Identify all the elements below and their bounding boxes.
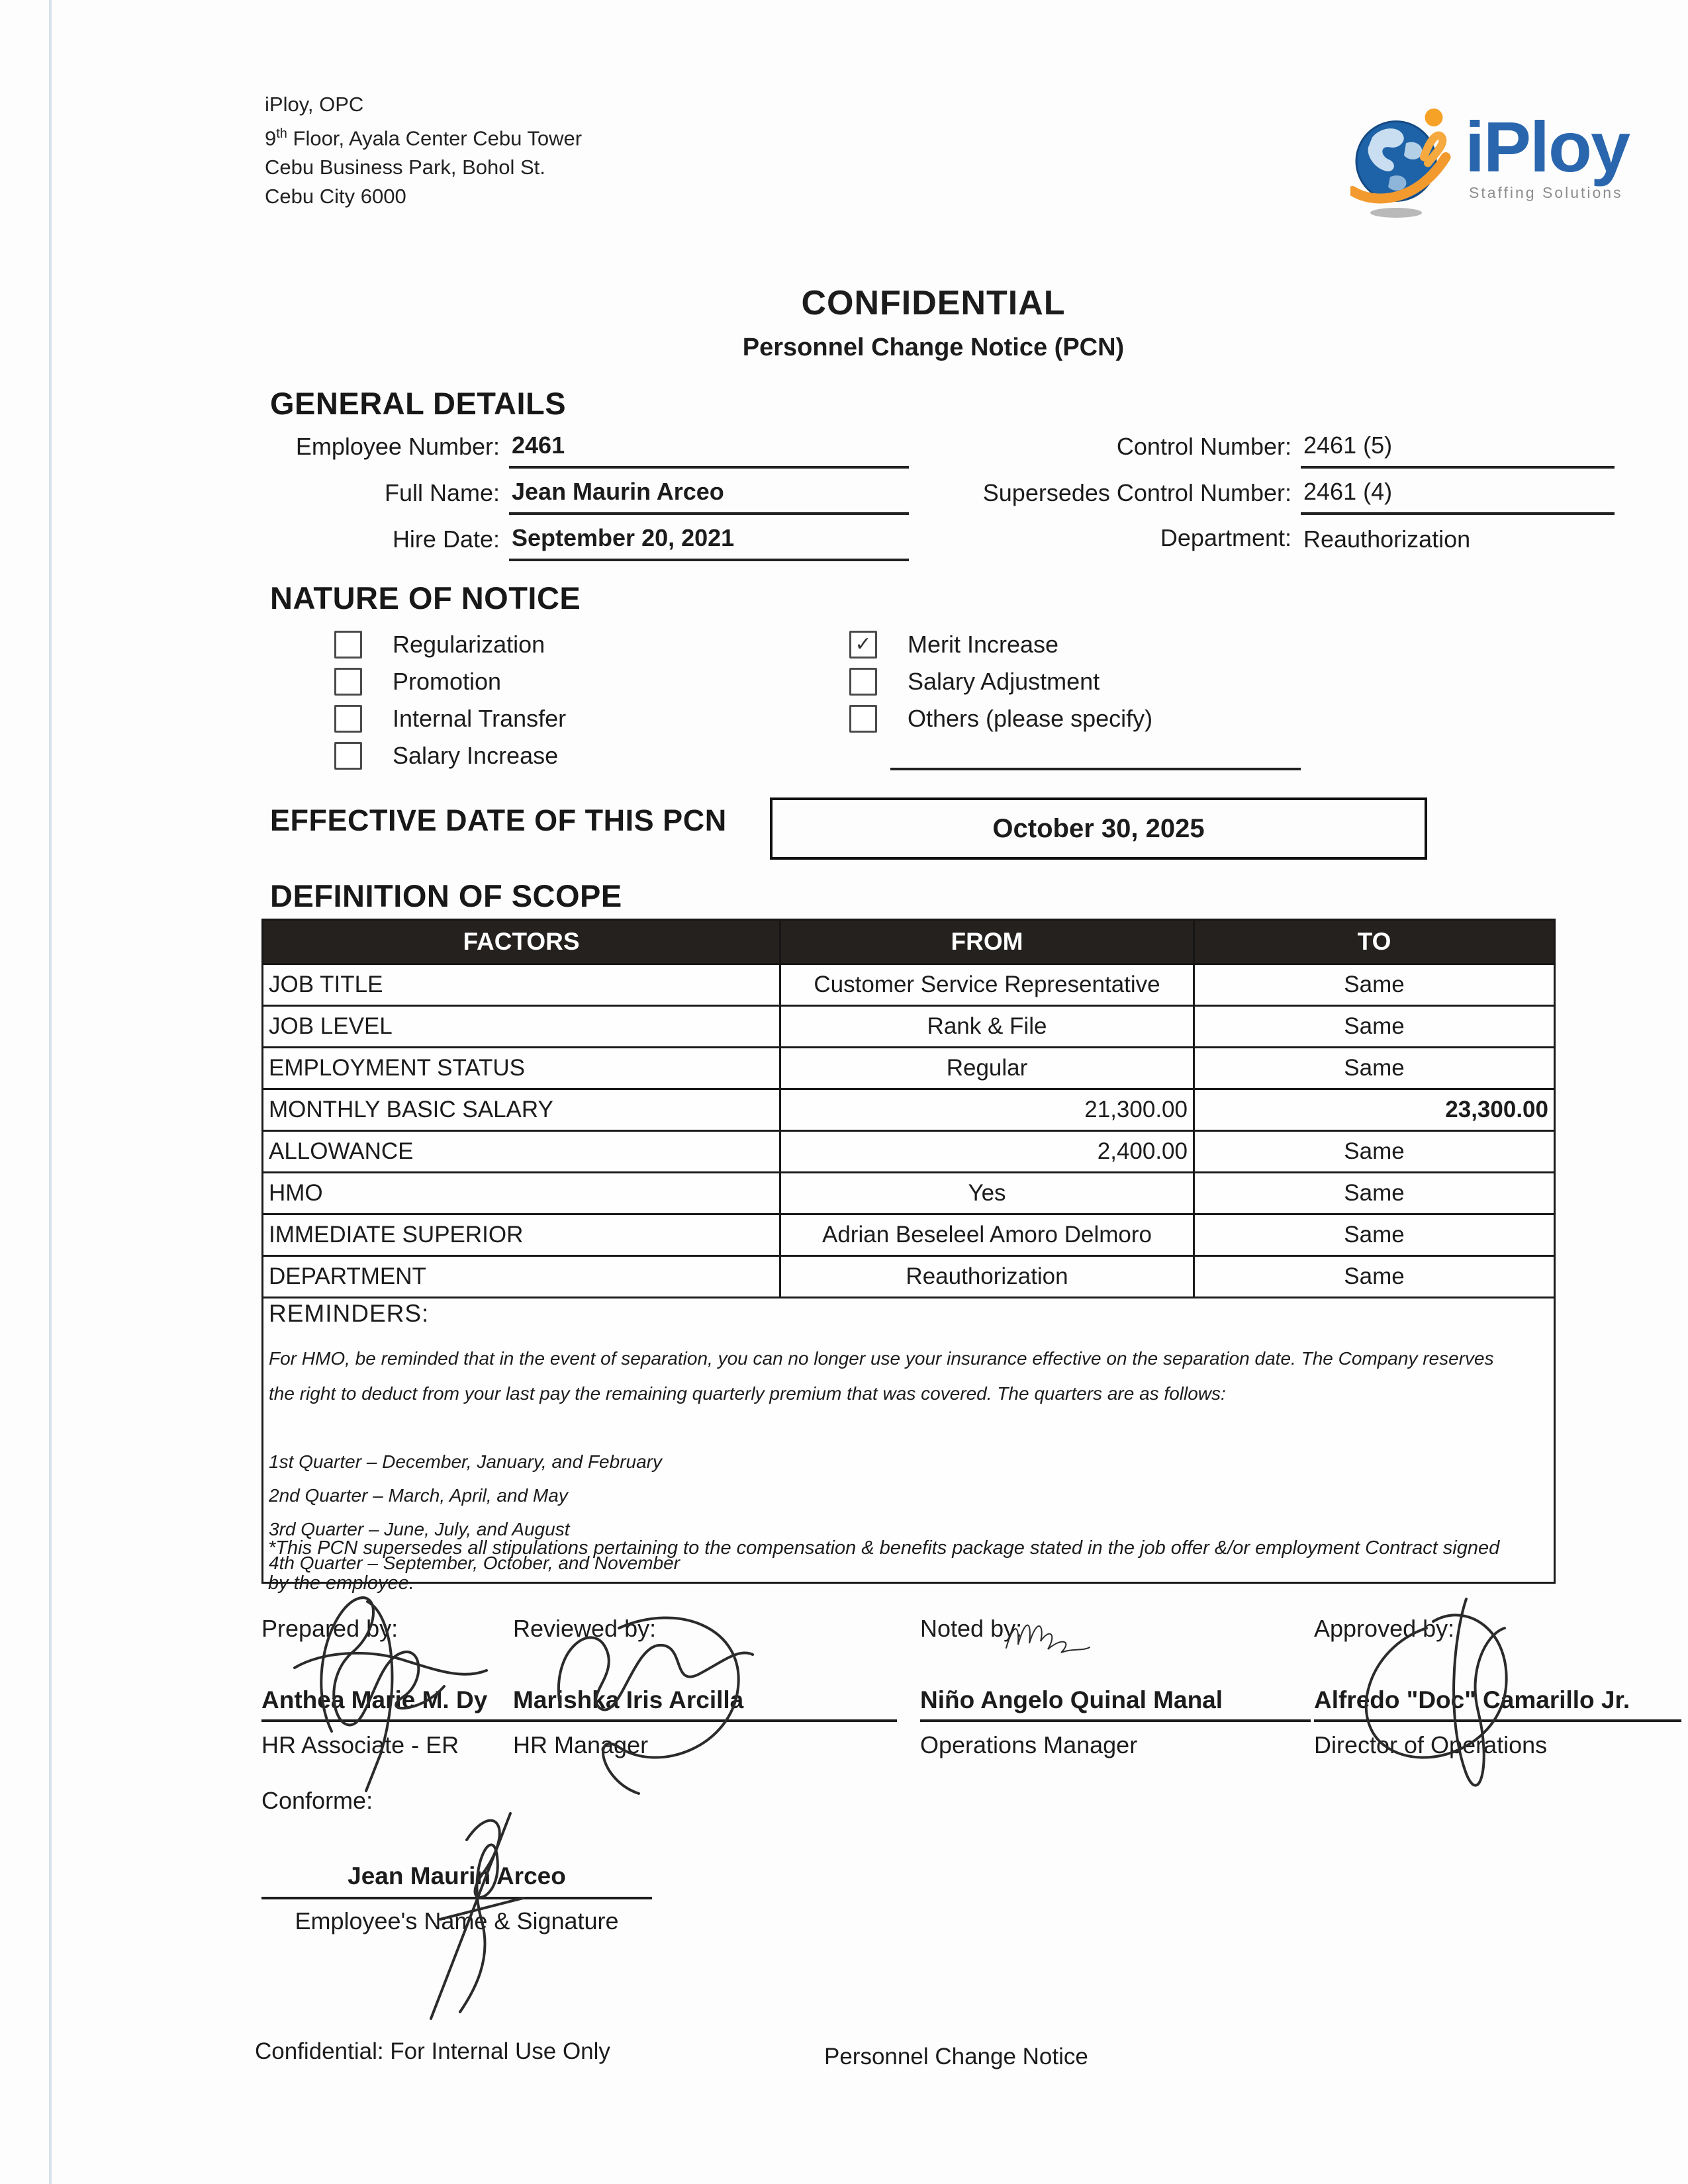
unchecked-checkbox[interactable]	[334, 742, 362, 770]
quarter-line: 2nd Quarter – March, April, and May	[269, 1485, 568, 1506]
approver-name: Marishka Iris Arcilla	[513, 1686, 897, 1722]
field-value: 2461 (4)	[1301, 478, 1615, 515]
field-row	[923, 524, 1615, 560]
factor-cell: ALLOWANCE	[263, 1131, 780, 1173]
unchecked-checkbox[interactable]	[334, 705, 362, 733]
to-cell: Same	[1194, 1131, 1555, 1173]
field-row	[923, 432, 1615, 469]
nature-option-label: Merit Increase	[908, 631, 1059, 658]
from-cell: 2,400.00	[780, 1131, 1194, 1173]
logo-wordmark: iPloy	[1465, 107, 1630, 187]
field-row	[261, 478, 909, 515]
effective-date-value: October 30, 2025	[992, 813, 1205, 843]
approval-block-noted-by	[920, 1615, 1311, 1759]
field-label: Full Name:	[384, 479, 500, 506]
nature-option	[334, 667, 566, 696]
approval-block-approved-by	[1314, 1615, 1681, 1759]
from-cell: Reauthorization	[780, 1256, 1194, 1298]
quarter-line: 4th Quarter – September, October, and November	[269, 1553, 680, 1574]
to-cell: Same	[1194, 1256, 1555, 1298]
table-row	[263, 1048, 1555, 1089]
letterhead-address	[265, 90, 582, 211]
field-row	[261, 432, 909, 469]
quarter-line: 1st Quarter – December, January, and February	[269, 1451, 662, 1473]
approver-name: Niño Angelo Quinal Manal	[920, 1686, 1311, 1722]
effective-date-label: EFFECTIVE DATE OF THIS PCN	[270, 803, 727, 837]
to-cell: 23,300.00	[1194, 1089, 1555, 1131]
factor-cell: JOB LEVEL	[263, 1006, 780, 1048]
to-cell: Same	[1194, 1214, 1555, 1256]
nature-option	[334, 741, 566, 770]
nature-options-right	[849, 630, 1152, 741]
table-row	[263, 1173, 1555, 1214]
unchecked-checkbox[interactable]	[334, 631, 362, 659]
scope-column-header: FROM	[780, 920, 1194, 964]
nature-option-label: Internal Transfer	[393, 705, 567, 732]
from-cell: Regular	[780, 1048, 1194, 1089]
factor-cell: JOB TITLE	[263, 964, 780, 1006]
scope-table	[261, 919, 1556, 1584]
field-label: Employee Number:	[295, 433, 500, 460]
reminders-paragraph: For HMO, be reminded that in the event of separation, you can no longer use your insurance effective on the separation date. The Company reserves the right to deduct from your last pay the remaining quarterly premium that was covered. The quarters are as follows:	[269, 1348, 1494, 1404]
field-value: 2461	[509, 432, 909, 469]
company-name: iPloy, OPC	[265, 93, 364, 116]
scope-table-header-row	[263, 920, 1555, 964]
field-label: Hire Date:	[392, 525, 500, 553]
unchecked-checkbox[interactable]	[849, 668, 877, 696]
factor-cell: EMPLOYMENT STATUS	[263, 1048, 780, 1089]
approver-name: Anthea Marie M. Dy	[261, 1686, 632, 1722]
field-label: Department:	[1160, 524, 1291, 551]
nature-option	[334, 704, 566, 733]
factor-cell: MONTHLY BASIC SALARY	[263, 1089, 780, 1131]
footnote	[268, 1539, 1499, 1609]
field-label: Control Number:	[1116, 433, 1291, 460]
document-title: CONFIDENTIAL	[801, 284, 1066, 322]
address-line-3: Cebu City 6000	[265, 185, 406, 208]
general-details-heading: GENERAL DETAILS	[270, 386, 567, 421]
factor-cell: DEPARTMENT	[263, 1256, 780, 1298]
scan-edge-line	[49, 0, 52, 2184]
table-row	[263, 1131, 1555, 1173]
footer-document-name: Personnel Change Notice	[824, 2044, 1088, 2070]
approver-name: Alfredo "Doc" Camarillo Jr.	[1314, 1686, 1681, 1722]
nature-option	[849, 667, 1152, 696]
address-line-2: Cebu Business Park, Bohol St.	[265, 156, 545, 179]
nature-option-label: Salary Adjustment	[908, 668, 1100, 695]
table-row	[263, 1214, 1555, 1256]
field-row	[261, 524, 909, 561]
from-cell: Yes	[780, 1173, 1194, 1214]
field-value: September 20, 2021	[509, 524, 909, 561]
approver-title: Operations Manager	[920, 1731, 1138, 1758]
factor-cell: HMO	[263, 1173, 780, 1214]
nature-option-label: Salary Increase	[393, 742, 559, 769]
from-cell: Customer Service Representative	[780, 964, 1194, 1006]
nature-option	[849, 630, 1152, 659]
others-specify-line	[890, 768, 1301, 770]
nature-option-label: Promotion	[393, 668, 502, 695]
table-row	[263, 1006, 1555, 1048]
employee-name: Jean Maurin Arceo	[261, 1862, 652, 1899]
reminders-title: REMINDERS:	[269, 1300, 430, 1327]
from-cell: 21,300.00	[780, 1089, 1194, 1131]
table-row	[263, 964, 1555, 1006]
to-cell: Same	[1194, 1048, 1555, 1089]
from-cell: Rank & File	[780, 1006, 1194, 1048]
field-value: 2461 (5)	[1301, 432, 1615, 469]
nature-options-left	[334, 630, 566, 778]
employee-signature-caption: Employee's Name & Signature	[295, 1907, 619, 1934]
effective-date-box	[770, 797, 1427, 860]
field-value: Reauthorization	[1303, 525, 1471, 553]
footnote-line-1: *This PCN supersedes all stipulations pertaining to the compensation & benefits package stated in the job offer &/or employment Contract signed	[268, 1537, 1500, 1559]
footer-confidential: Confidential: For Internal Use Only	[255, 2038, 610, 2064]
table-row	[263, 1089, 1555, 1131]
scope-column-header: TO	[1194, 920, 1555, 964]
conforme-block	[261, 1787, 652, 1935]
quarter-line: 3rd Quarter – June, July, and August	[269, 1519, 570, 1540]
approver-title: Director of Operations	[1314, 1731, 1548, 1758]
approval-role-label: Noted by:	[920, 1615, 1023, 1642]
approval-role-label: Approved by:	[1314, 1615, 1455, 1642]
document-subtitle: Personnel Change Notice (PCN)	[742, 334, 1125, 361]
factor-cell: IMMEDIATE SUPERIOR	[263, 1214, 780, 1256]
approver-title: HR Associate - ER	[261, 1731, 459, 1758]
table-row	[263, 1256, 1555, 1298]
field-label: Supersedes Control Number:	[982, 479, 1291, 506]
from-cell: Adrian Beseleel Amoro Delmoro	[780, 1214, 1194, 1256]
field-value: Jean Maurin Arceo	[509, 478, 909, 515]
logo-tagline: Staffing Solutions	[1469, 184, 1623, 201]
approval-block-reviewed-by	[513, 1615, 897, 1759]
nature-option-label: Others (please specify)	[908, 705, 1153, 732]
definition-of-scope-heading: DEFINITION OF SCOPE	[270, 878, 622, 913]
unchecked-checkbox[interactable]	[849, 705, 877, 733]
address-line-1: 9th Floor, Ayala Center Cebu Tower	[265, 126, 583, 150]
approval-role-label: Prepared by:	[261, 1615, 399, 1642]
footnote-line-2: by the employee.	[268, 1572, 414, 1594]
nature-option	[334, 630, 566, 659]
general-details-right	[923, 432, 1615, 569]
approver-title: HR Manager	[513, 1731, 649, 1758]
approval-role-label: Reviewed by:	[513, 1615, 657, 1642]
scope-column-header: FACTORS	[263, 920, 780, 964]
to-cell: Same	[1194, 964, 1555, 1006]
field-row	[923, 478, 1615, 515]
general-details-left	[261, 432, 909, 570]
nature-of-notice-heading: NATURE OF NOTICE	[270, 580, 581, 615]
to-cell: Same	[1194, 1173, 1555, 1214]
unchecked-checkbox[interactable]	[334, 668, 362, 696]
to-cell: Same	[1194, 1006, 1555, 1048]
checkmark-icon: ✓	[855, 633, 872, 655]
checked-checkbox[interactable]	[849, 631, 877, 659]
nature-option-label: Regularization	[393, 631, 545, 658]
globe-icon	[1350, 99, 1460, 225]
nature-option	[849, 704, 1152, 733]
conforme-label: Conforme:	[261, 1787, 373, 1814]
company-logo	[1350, 99, 1629, 225]
